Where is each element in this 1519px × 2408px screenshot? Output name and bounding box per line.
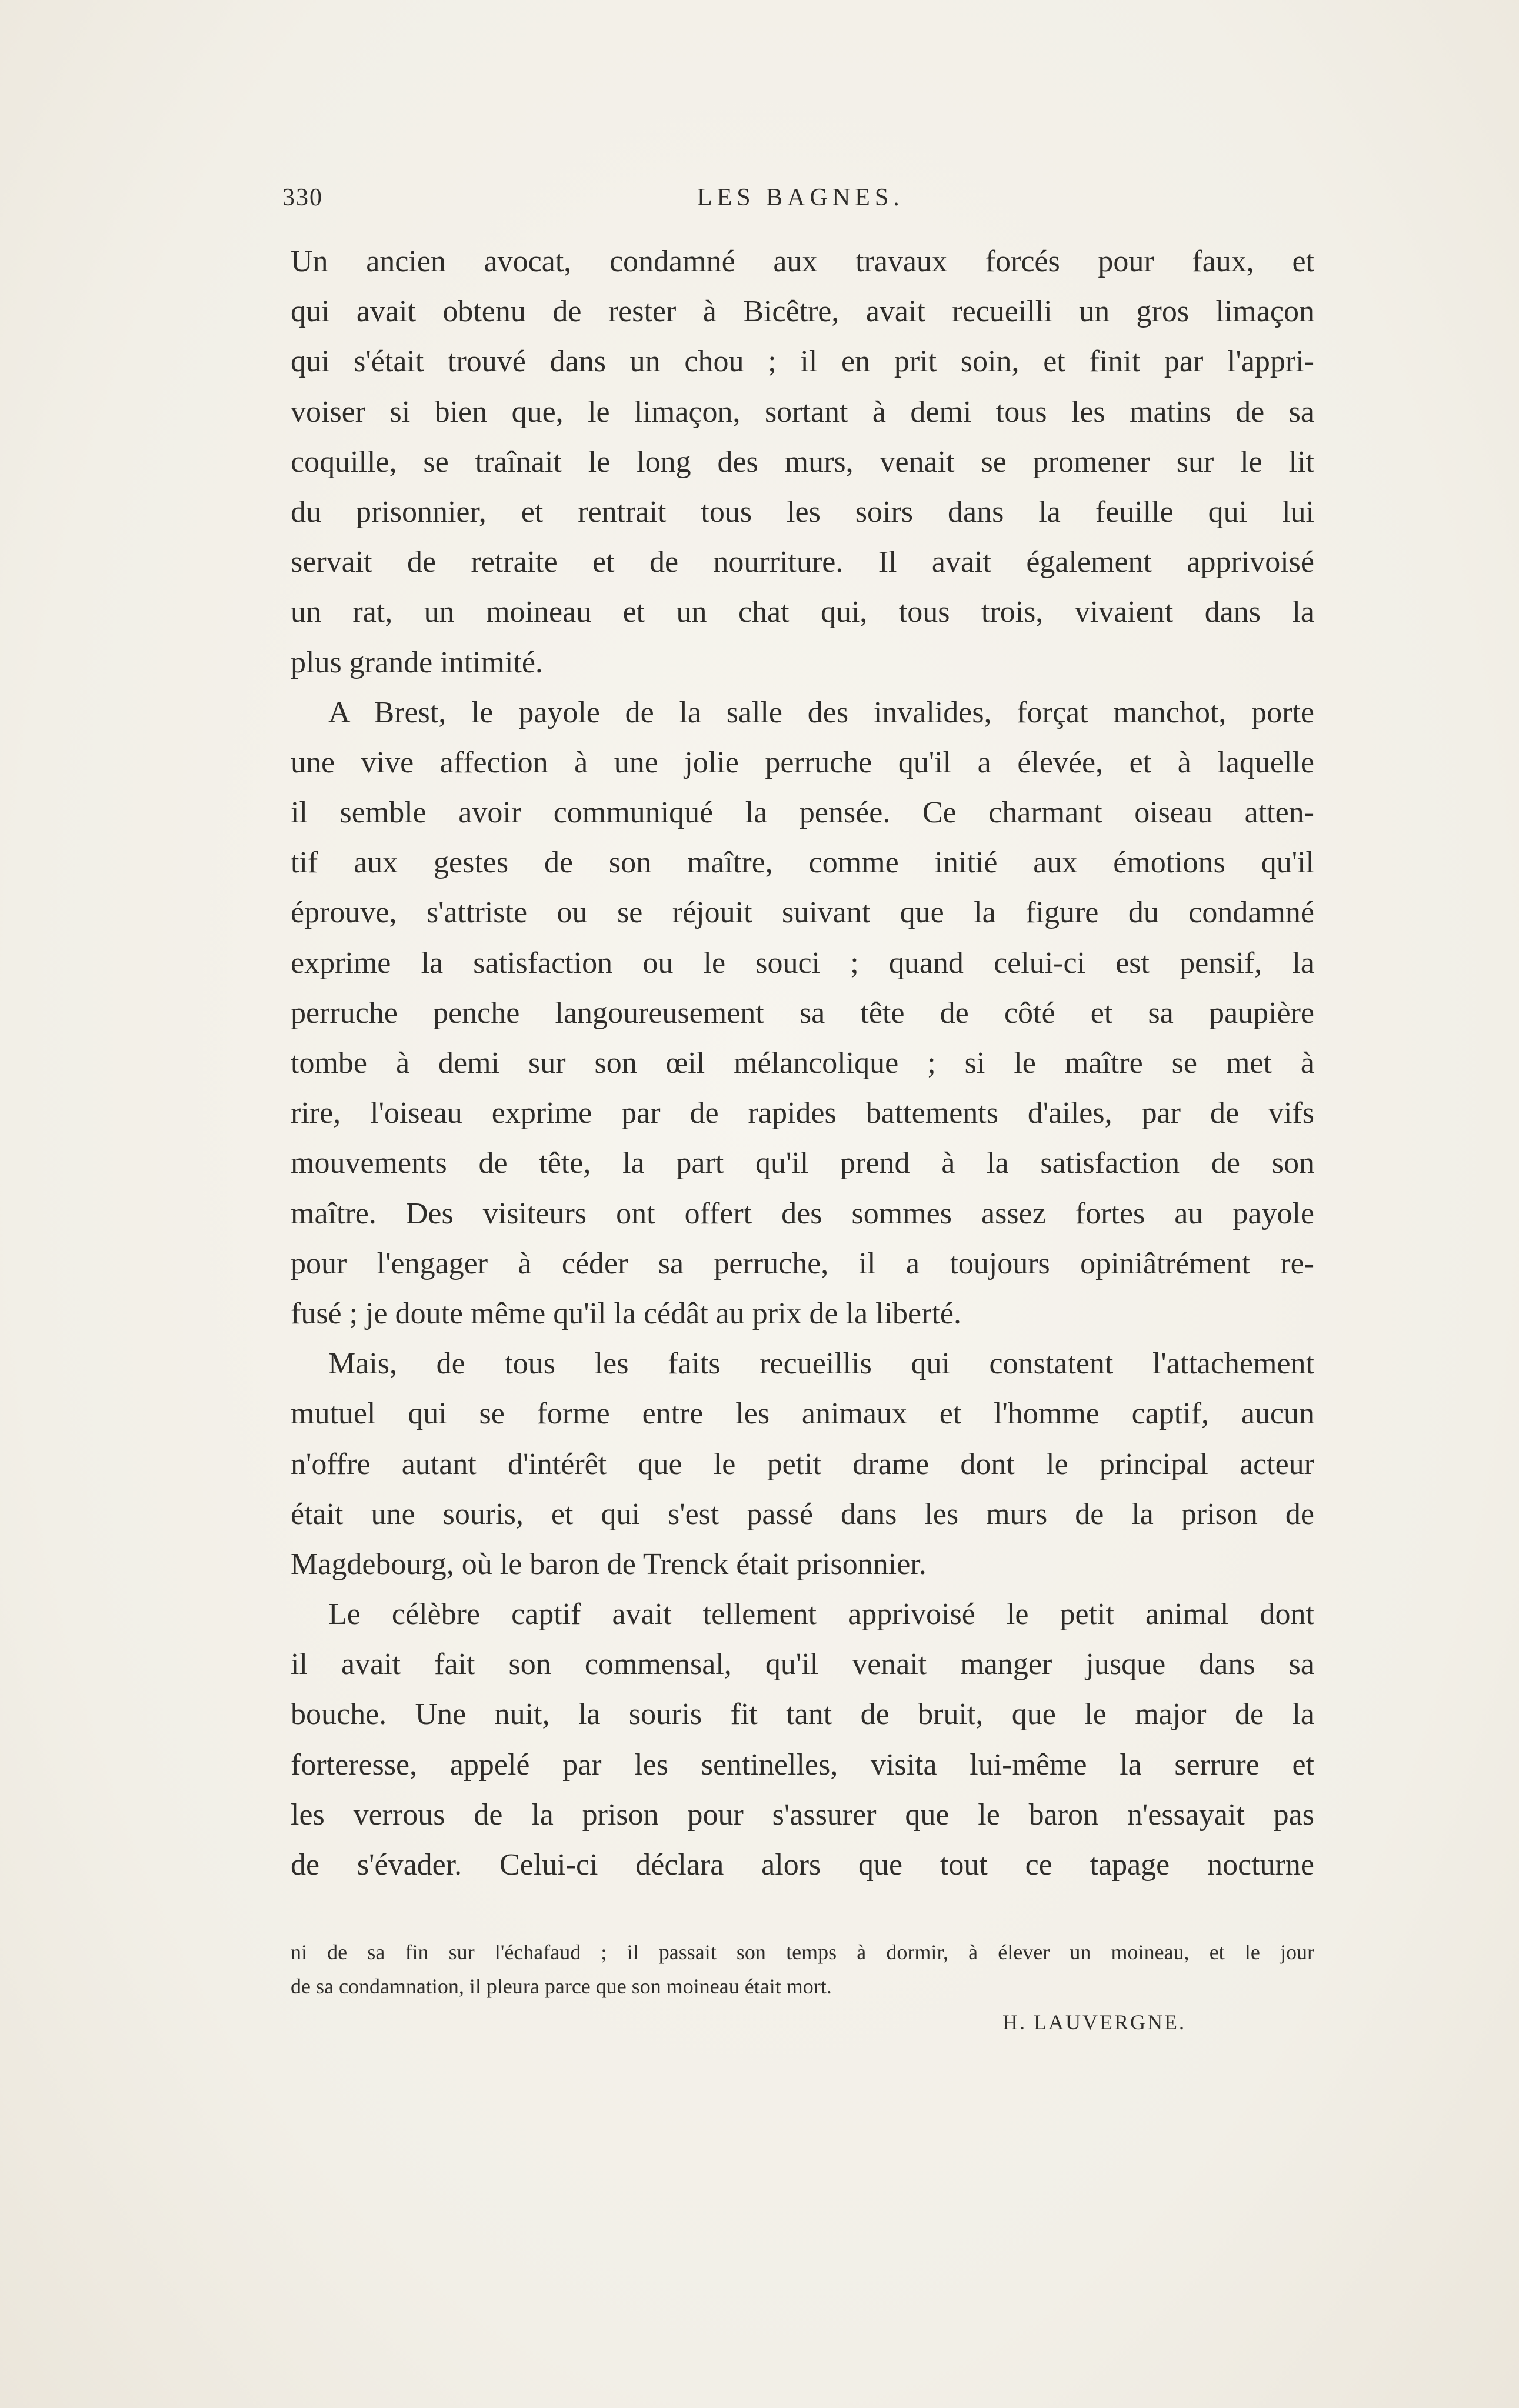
page-number: 330 [282,184,323,211]
text-line: un rat, un moineau et un chat qui, tous trois, vivaient dans la [291,595,1314,629]
text-line: Magdebourg, où le baron de Trenck était prisonnier. [291,1547,927,1581]
text-line: tif aux gestes de son maître, comme initié aux émotions qu'il [291,846,1314,880]
text-line: mutuel qui se forme entre les animaux et l'homme captif, aucun [291,1397,1314,1431]
text-line: n'offre autant d'intérêt que le petit drame dont le principal acteur [291,1447,1314,1481]
text-line: pour l'engager à céder sa perruche, il a toujours opiniâtrément re- [291,1246,1314,1280]
text-line: perruche penche langoureusement sa tête de côté et sa paupière [291,996,1314,1030]
text-line: mouvements de tête, la part qu'il prend à la satisfaction de son [291,1146,1314,1180]
text-line: bouche. Une nuit, la souris fit tant de bruit, que le major de la [291,1697,1314,1732]
text-line: éprouve, s'attriste ou se réjouit suivant que la figure du condamné [291,896,1314,930]
running-title: LES BAGNES. [697,184,904,211]
text-line: de s'évader. Celui-ci déclara alors que tout ce tapage nocturne [291,1848,1314,1882]
text-line: était une souris, et qui s'est passé dans les murs de la prison de [291,1497,1314,1531]
text-line: qui s'était trouvé dans un chou ; il en prit soin, et finit par l'appri- [291,345,1314,379]
text-line: voiser si bien que, le limaçon, sortant à demi tous les matins de sa [291,395,1314,429]
text-line: servait de retraite et de nourriture. Il avait également apprivoisé [291,545,1314,579]
text-line: coquille, se traînait le long des murs, venait se promener sur le lit [291,445,1314,479]
text-line: rire, l'oiseau exprime par de rapides battements d'ailes, par de vifs [291,1096,1314,1130]
text-line: une vive affection à une jolie perruche qu'il a élevée, et à laquelle [291,745,1314,779]
text-line: qui avait obtenu de rester à Bicêtre, avait recueilli un gros limaçon [291,295,1314,329]
body-text [291,236,1314,1890]
text-line: maître. Des visiteurs ont offert des sommes assez fortes au payole [291,1196,1314,1230]
text-line: du prisonnier, et rentrait tous les soirs dans la feuille qui lui [291,495,1314,529]
text-line: il semble avoir communiqué la pensée. Ce charmant oiseau atten- [291,796,1314,830]
footnote-line: de sa condamnation, il pleura parce que son moineau était mort. [291,1975,832,1998]
text-line: Mais, de tous les faits recueillis qui constatent l'attachement [328,1347,1314,1381]
text-line: tombe à demi sur son œil mélancolique ; si le maître se met à [291,1046,1314,1080]
footnote [291,1935,1314,2041]
footnote-signature: H. LAUVERGNE. [1002,2010,1186,2034]
text-line: les verrous de la prison pour s'assurer que le baron n'essayait pas [291,1797,1314,1832]
text-line: Le célèbre captif avait tellement apprivoisé le petit animal dont [328,1597,1314,1632]
text-line: exprime la satisfaction ou le souci ; quand celui-ci est pensif, la [291,946,1314,980]
text-line: il avait fait son commensal, qu'il venait manger jusque dans sa [291,1647,1314,1682]
running-head [282,184,1341,219]
text-line: A Brest, le payole de la salle des invalides, forçat manchot, porte [328,695,1314,729]
text-line: plus grande intimité. [291,645,543,679]
text-line: Un ancien avocat, condamné aux travaux forcés pour faux, et [291,245,1314,278]
footnote-line: ni de sa fin sur l'échafaud ; il passait son temps à dormir, à élever un moineau, et le jour [291,1940,1314,1964]
text-line: fusé ; je doute même qu'il la cédât au prix de la liberté. [291,1296,961,1330]
text-line: forteresse, appelé par les sentinelles, visita lui-même la serrure et [291,1747,1314,1782]
